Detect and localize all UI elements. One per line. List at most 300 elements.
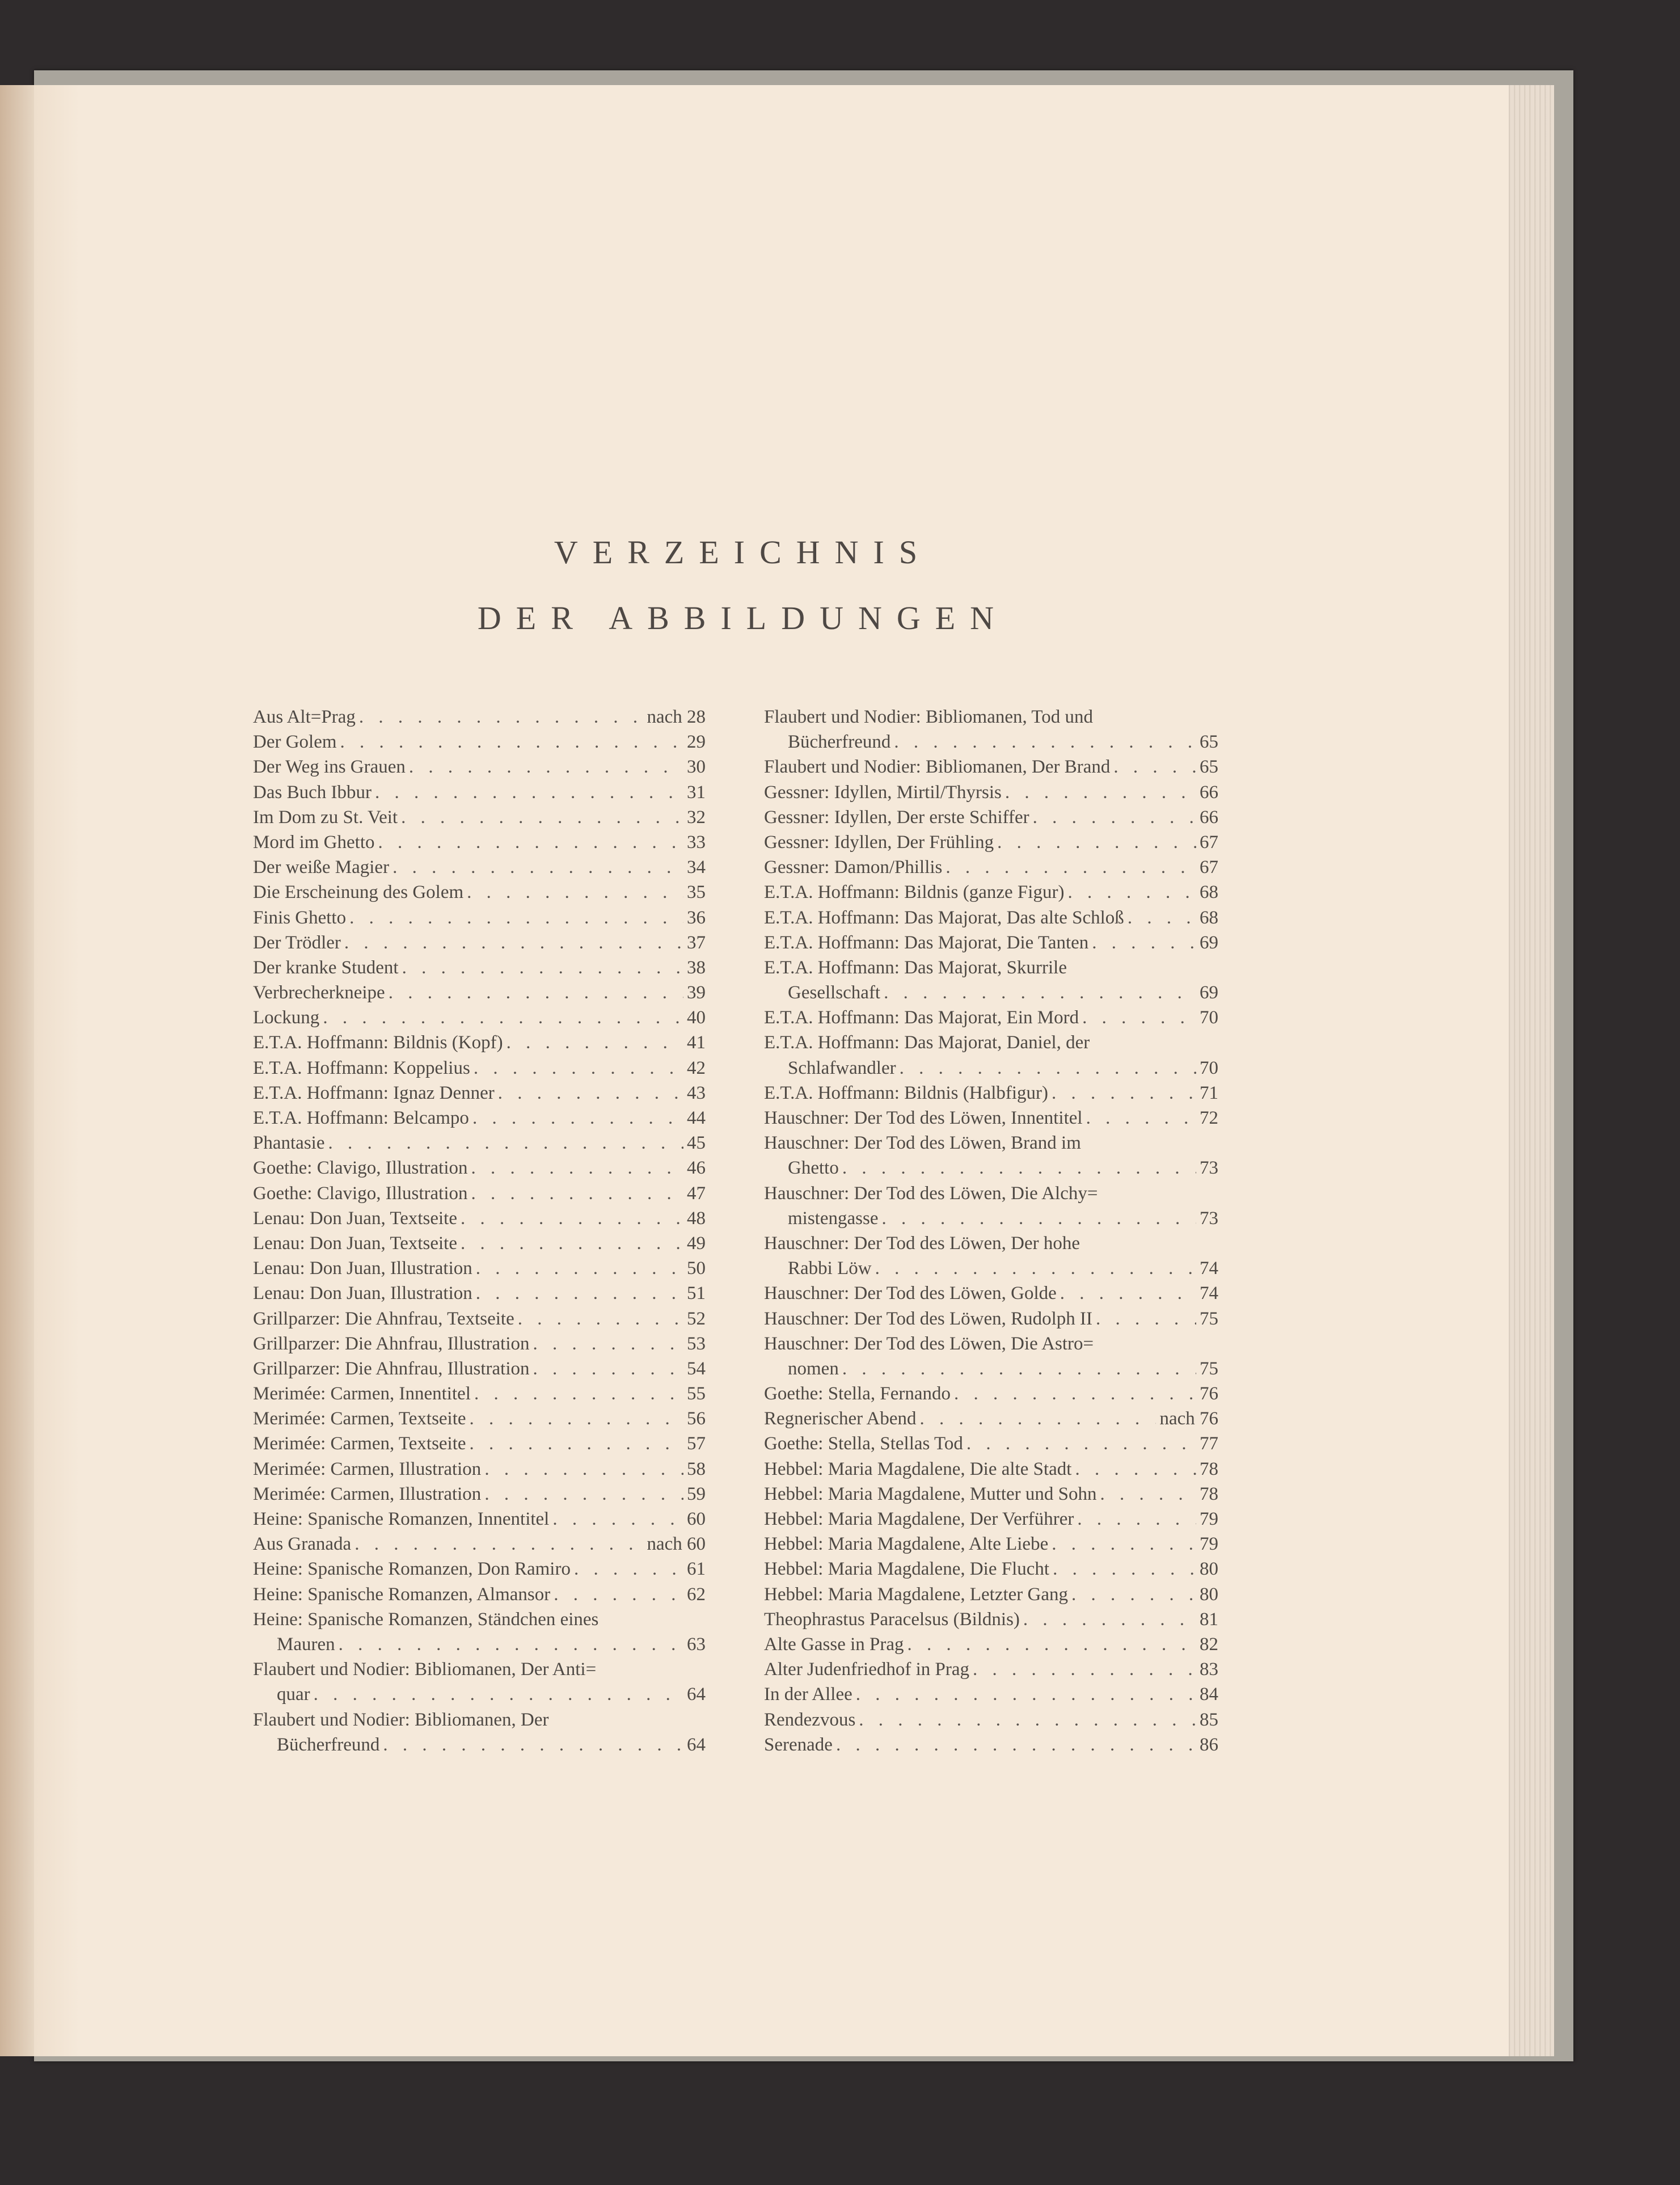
leader-dots	[484, 1482, 683, 1507]
index-entry-continuation: mistengasse	[788, 1208, 879, 1229]
index-entry	[253, 780, 706, 805]
leader-dots	[1113, 754, 1196, 779]
leader-dots	[900, 1056, 1196, 1081]
leader-dots	[401, 805, 683, 830]
index-entry	[764, 1206, 1218, 1231]
leader-dots	[997, 830, 1196, 855]
leader-dots	[409, 754, 683, 779]
leader-dots	[574, 1557, 683, 1581]
index-entry-title: Lockung	[253, 1007, 320, 1028]
page-number: 33	[687, 832, 706, 853]
leader-dots	[1077, 1507, 1196, 1532]
index-entry-continuation: Rabbi Löw	[788, 1258, 872, 1279]
leader-dots	[402, 955, 683, 980]
index-entry-title: Gessner: Idyllen, Der Frühling	[764, 832, 994, 853]
page-number: 52	[687, 1308, 706, 1329]
index-entry-title: Verbrecherkneipe	[253, 982, 385, 1003]
index-entry	[253, 1206, 706, 1231]
index-entry	[764, 805, 1218, 830]
index-entry	[764, 1607, 1218, 1632]
index-entry	[764, 780, 1218, 805]
index-entry	[764, 1306, 1218, 1331]
leader-dots	[340, 729, 683, 754]
index-entry	[253, 1155, 706, 1180]
page-number: 49	[687, 1233, 706, 1254]
index-entry-title: Der weiße Magier	[253, 857, 390, 878]
index-entry	[253, 1482, 706, 1507]
index-entry	[764, 1106, 1218, 1131]
leader-dots	[518, 1306, 683, 1331]
index-entry-title: Grillparzer: Die Ahnfrau, Textseite	[253, 1308, 514, 1329]
index-entry-title: Grillparzer: Die Ahnfrau, Illustration	[253, 1333, 530, 1354]
page-number: 73	[1200, 1208, 1218, 1229]
leader-dots	[954, 1381, 1196, 1406]
index-entry	[253, 1732, 706, 1757]
page-number: 69	[1200, 982, 1218, 1003]
leader-dots	[470, 1431, 683, 1456]
index-entry	[764, 1281, 1218, 1306]
index-entry	[764, 1532, 1218, 1557]
page-number: 72	[1200, 1108, 1218, 1128]
page-number: 48	[687, 1208, 706, 1229]
index-entry-title: Alte Gasse in Prag	[764, 1634, 904, 1655]
leader-dots	[476, 1281, 683, 1306]
index-entry	[764, 980, 1218, 1005]
index-entry-title: Grillparzer: Die Ahnfrau, Illustration	[253, 1358, 530, 1379]
index-entry	[253, 1557, 706, 1581]
index-entry	[764, 1406, 1218, 1431]
page-number: 65	[1200, 757, 1218, 778]
leader-dots	[328, 1131, 683, 1155]
page-number: 80	[1200, 1559, 1218, 1580]
index-entry	[764, 1482, 1218, 1507]
page-number: 64	[687, 1684, 706, 1705]
leader-dots	[1128, 905, 1196, 930]
page-number: 64	[687, 1734, 706, 1755]
leader-dots	[359, 705, 644, 729]
index-entry-title: Merimée: Carmen, Illustration	[253, 1483, 482, 1504]
index-entry	[764, 930, 1218, 955]
index-entry	[253, 1331, 706, 1356]
index-entry	[764, 1657, 1218, 1682]
index-entry-title: Lenau: Don Juan, Textseite	[253, 1233, 457, 1254]
page-number: 31	[687, 782, 706, 803]
index-entry	[764, 1056, 1218, 1081]
index-entry-title: E.T.A. Hoffmann: Das Majorat, Das alte Schloß	[764, 907, 1124, 928]
leader-dots	[323, 1005, 683, 1030]
page-number: 51	[687, 1283, 706, 1304]
index-entry	[764, 1707, 1218, 1732]
page-number: 68	[1200, 907, 1218, 928]
index-entry-title: E.T.A. Hoffmann: Das Majorat, Die Tanten	[764, 932, 1089, 953]
index-entry-title: In der Allee	[764, 1684, 852, 1705]
index-entry-title: E.T.A. Hoffmann: Bildnis (ganze Figur)	[764, 882, 1065, 903]
page-number: 47	[687, 1183, 706, 1204]
leader-dots	[392, 855, 683, 880]
book-page	[0, 85, 1509, 2056]
index-entry-continuation: Schlafwandler	[788, 1057, 896, 1078]
page-number: 44	[687, 1108, 706, 1128]
page-number: 63	[687, 1634, 706, 1655]
index-entry	[764, 1582, 1218, 1607]
page-number: 36	[687, 907, 706, 928]
index-entry-title: Flaubert und Nodier: Bibliomanen, Tod und	[764, 707, 1094, 727]
index-entry-title: Heine: Spanische Romanzen, Ständchen eines	[253, 1609, 599, 1630]
index-entry	[764, 1507, 1218, 1532]
page-number: nach 76	[1159, 1408, 1218, 1429]
leader-dots	[1023, 1607, 1196, 1632]
page-number: 68	[1200, 882, 1218, 903]
page-number: 55	[687, 1383, 706, 1404]
index-entry	[253, 1532, 706, 1557]
page-number: 75	[1200, 1308, 1218, 1329]
index-entry-title: E.T.A. Hoffmann: Bildnis (Kopf)	[253, 1032, 503, 1053]
index-entry-title: E.T.A. Hoffmann: Koppelius	[253, 1057, 470, 1078]
leader-dots	[1092, 930, 1196, 955]
page-number: 79	[1200, 1534, 1218, 1555]
index-entry	[253, 1507, 706, 1532]
leader-dots	[1005, 780, 1196, 805]
index-entry-title: Goethe: Clavigo, Illustration	[253, 1158, 468, 1179]
leader-dots	[471, 1155, 683, 1180]
index-entry	[764, 1457, 1218, 1482]
index-entry-title: Merimée: Carmen, Innentitel	[253, 1383, 471, 1404]
leader-dots	[474, 1381, 683, 1406]
leader-dots	[314, 1682, 683, 1707]
index-entry	[253, 1632, 706, 1657]
leader-dots	[349, 905, 683, 930]
page-number: 50	[687, 1258, 706, 1279]
index-entry-title: E.T.A. Hoffmann: Ignaz Denner	[253, 1082, 495, 1103]
leader-dots	[881, 1206, 1196, 1231]
index-entry-title: Goethe: Clavigo, Illustration	[253, 1183, 468, 1204]
leader-dots	[552, 1507, 683, 1532]
index-entry	[253, 1106, 706, 1131]
index-entry	[253, 1181, 706, 1206]
page-number: 83	[1200, 1659, 1218, 1680]
index-entry	[764, 729, 1218, 754]
leader-dots	[461, 1206, 683, 1231]
index-entry	[764, 1431, 1218, 1456]
index-entry	[764, 1005, 1218, 1030]
index-entry-title: Lenau: Don Juan, Textseite	[253, 1208, 457, 1229]
index-entry-title: Gessner: Idyllen, Mirtil/Thyrsis	[764, 782, 1002, 803]
leader-dots	[842, 1356, 1196, 1381]
page-number: 62	[687, 1584, 706, 1605]
leader-dots	[471, 1181, 683, 1206]
index-entry	[253, 1256, 706, 1281]
index-entry-title: Hebbel: Maria Magdalene, Die Flucht	[764, 1559, 1050, 1580]
page-number: 30	[687, 757, 706, 778]
page-number: 78	[1200, 1458, 1218, 1479]
leader-dots	[973, 1657, 1196, 1682]
index-entry	[764, 1381, 1218, 1406]
index-entry-continuation: nomen	[788, 1358, 839, 1379]
leader-dots	[470, 1406, 683, 1431]
index-entry-continuation: Mauren	[277, 1634, 335, 1655]
index-entry-title: E.T.A. Hoffmann: Das Majorat, Skurrile	[764, 957, 1067, 978]
page-number: 65	[1200, 732, 1218, 753]
index-entry-title: Das Buch Ibbur	[253, 782, 372, 803]
index-entry	[253, 805, 706, 830]
index-entry-continuation: Bücherfreund	[788, 732, 891, 753]
leader-dots	[533, 1356, 683, 1381]
index-entry-title: Aus Alt=Prag	[253, 707, 356, 727]
leader-dots	[378, 830, 683, 855]
page-number: 80	[1200, 1584, 1218, 1605]
page-number: 81	[1200, 1609, 1218, 1630]
index-entry-title: Aus Granada	[253, 1534, 352, 1555]
page-number: 86	[1200, 1734, 1218, 1755]
leader-dots	[966, 1431, 1196, 1456]
index-entry	[764, 855, 1218, 880]
index-entry-title: Flaubert und Nodier: Bibliomanen, Der Anti=	[253, 1659, 597, 1680]
leader-dots	[920, 1406, 1156, 1431]
leader-dots	[354, 1532, 643, 1557]
page-number: 41	[687, 1032, 706, 1053]
index-entry-title: Hebbel: Maria Magdalene, Mutter und Sohn	[764, 1483, 1097, 1504]
leader-dots	[1086, 1106, 1196, 1131]
page-number: 40	[687, 1007, 706, 1028]
index-entry	[253, 1457, 706, 1482]
index-entry	[253, 855, 706, 880]
leader-dots	[389, 980, 683, 1005]
index-entry	[764, 905, 1218, 930]
page-number: 71	[1200, 1082, 1218, 1103]
leader-dots	[1053, 1557, 1196, 1581]
index-entry-title: Hauschner: Der Tod des Löwen, Golde	[764, 1283, 1057, 1304]
index-entry	[764, 1682, 1218, 1707]
page-number: 38	[687, 957, 706, 978]
index-entry	[253, 930, 706, 955]
index-entry	[253, 1356, 706, 1381]
page-number: 53	[687, 1333, 706, 1354]
index-entry-title: Lenau: Don Juan, Illustration	[253, 1258, 472, 1279]
index-entry-title: Regnerischer Abend	[764, 1408, 917, 1429]
page-number: 34	[687, 857, 706, 878]
index-entry-title: Flaubert und Nodier: Bibliomanen, Der Brand	[764, 757, 1111, 778]
leader-dots	[533, 1331, 683, 1356]
page-number: 74	[1200, 1258, 1218, 1279]
leader-dots	[476, 1256, 683, 1281]
index-column-right	[764, 705, 1218, 1757]
leader-dots	[884, 980, 1196, 1005]
index-entry	[253, 705, 706, 729]
index-entry-title: Hauschner: Der Tod des Löwen, Die Alchy=	[764, 1183, 1098, 1204]
index-entry-title: Goethe: Stella, Fernando	[764, 1383, 951, 1404]
index-entry	[253, 1682, 706, 1707]
leader-dots	[383, 1732, 683, 1757]
page-number: nach 28	[647, 707, 706, 727]
page-number: 46	[687, 1158, 706, 1179]
page-number: 77	[1200, 1433, 1218, 1454]
page-title: VERZEICHNIS	[554, 534, 932, 571]
index-entry-title: E.T.A. Hoffmann: Das Majorat, Ein Mord	[764, 1007, 1079, 1028]
previous-page-edge	[0, 85, 34, 2056]
index-entry	[253, 905, 706, 930]
page-subtitle: DER ABBILDUNGEN	[477, 600, 1009, 636]
index-entry	[764, 1256, 1218, 1281]
page-number: 59	[687, 1483, 706, 1504]
index-entry-title: Die Erscheinung des Golem	[253, 882, 464, 903]
leader-dots	[1052, 1081, 1196, 1106]
page-number: 45	[687, 1133, 706, 1154]
index-entry-title: Hebbel: Maria Magdalene, Alte Liebe	[764, 1534, 1049, 1555]
index-entry-title: E.T.A. Hoffmann: Bildnis (Halbfigur)	[764, 1082, 1049, 1103]
index-entry	[253, 1030, 706, 1055]
page-number: 75	[1200, 1358, 1218, 1379]
index-entry-title: Der Weg ins Grauen	[253, 757, 406, 778]
page-number: 67	[1200, 832, 1218, 853]
leader-dots	[1075, 1457, 1196, 1482]
index-entry	[253, 729, 706, 754]
page-number: 85	[1200, 1709, 1218, 1730]
index-entry-title: E.T.A. Hoffmann: Belcampo	[253, 1108, 469, 1128]
index-entry	[764, 1155, 1218, 1180]
page-number: 29	[687, 732, 706, 753]
index-entry-title: Theophrastus Paracelsus (Bildnis)	[764, 1609, 1020, 1630]
leader-dots	[339, 1632, 683, 1657]
page-number: 70	[1200, 1057, 1218, 1078]
index-entry	[253, 955, 706, 980]
page-number: 66	[1200, 782, 1218, 803]
leader-dots	[554, 1582, 683, 1607]
index-entry	[764, 1732, 1218, 1757]
leader-dots	[1067, 880, 1196, 905]
index-entry-continuation: Ghetto	[788, 1158, 839, 1179]
leader-dots	[344, 930, 683, 955]
page-number: 43	[687, 1082, 706, 1103]
index-entry	[253, 1582, 706, 1607]
page-number: nach 60	[647, 1534, 706, 1555]
index-entry-title: Der Trödler	[253, 932, 341, 953]
leader-dots	[461, 1231, 683, 1256]
index-entry-title: Hebbel: Maria Magdalene, Letzter Gang	[764, 1584, 1069, 1605]
index-entry	[764, 1632, 1218, 1657]
leader-dots	[1096, 1306, 1196, 1331]
leader-dots	[1071, 1582, 1196, 1607]
index-entry	[253, 1406, 706, 1431]
index-entry-title: Gessner: Damon/Phillis	[764, 857, 943, 878]
index-entry	[253, 1431, 706, 1456]
leader-dots	[859, 1707, 1196, 1732]
index-entry-title: Mord im Ghetto	[253, 832, 375, 853]
index-entry-title: Phantasie	[253, 1133, 325, 1154]
page-number: 42	[687, 1057, 706, 1078]
index-entry	[253, 880, 706, 905]
leader-dots	[907, 1632, 1196, 1657]
index-entry-title: Lenau: Don Juan, Illustration	[253, 1283, 472, 1304]
page-number: 84	[1200, 1684, 1218, 1705]
index-entry	[764, 1356, 1218, 1381]
page-number: 58	[687, 1458, 706, 1479]
index-entry	[253, 1005, 706, 1030]
page-number: 73	[1200, 1158, 1218, 1179]
leader-dots	[1082, 1005, 1196, 1030]
page-number: 76	[1200, 1383, 1218, 1404]
leader-dots	[836, 1732, 1196, 1757]
leader-dots	[1060, 1281, 1196, 1306]
leader-dots	[1033, 805, 1196, 830]
index-entry-title: E.T.A. Hoffmann: Das Majorat, Daniel, der	[764, 1032, 1090, 1053]
index-entry-title: Hauschner: Der Tod des Löwen, Rudolph II	[764, 1308, 1093, 1329]
index-entry	[764, 1081, 1218, 1106]
index-entry-title: Merimée: Carmen, Illustration	[253, 1458, 482, 1479]
index-entry	[253, 830, 706, 855]
leader-dots	[1052, 1532, 1196, 1557]
index-entry-title: Hebbel: Maria Magdalene, Der Verführer	[764, 1509, 1074, 1529]
index-entry-title: Flaubert und Nodier: Bibliomanen, Der	[253, 1709, 549, 1730]
index-entry	[253, 980, 706, 1005]
index-entry-title: Heine: Spanische Romanzen, Almansor	[253, 1584, 551, 1605]
index-entry-title: Im Dom zu St. Veit	[253, 807, 398, 828]
index-entry-title: Serenade	[764, 1734, 833, 1755]
index-entry	[253, 754, 706, 779]
page-number: 82	[1200, 1634, 1218, 1655]
page-number: 61	[687, 1559, 706, 1580]
page-number: 69	[1200, 932, 1218, 953]
leader-dots	[467, 880, 683, 905]
leader-dots	[945, 855, 1196, 880]
index-entry-title: Hauschner: Der Tod des Löwen, Brand im	[764, 1133, 1081, 1154]
page-number: 39	[687, 982, 706, 1003]
index-entry-title: Gessner: Idyllen, Der erste Schiffer	[764, 807, 1029, 828]
index-entry-title: Rendezvous	[764, 1709, 856, 1730]
page-number: 56	[687, 1408, 706, 1429]
page-number: 60	[687, 1509, 706, 1529]
index-entry	[253, 1281, 706, 1306]
page-number: 66	[1200, 807, 1218, 828]
page-number: 79	[1200, 1509, 1218, 1529]
index-entry-title: Der Golem	[253, 732, 337, 753]
leader-dots	[875, 1256, 1196, 1281]
leader-dots	[498, 1081, 683, 1106]
index-entry-continuation: quar	[277, 1684, 310, 1705]
leader-dots	[856, 1682, 1196, 1707]
index-entry-title: Merimée: Carmen, Textseite	[253, 1433, 466, 1454]
leader-dots	[894, 729, 1196, 754]
page-number: 70	[1200, 1007, 1218, 1028]
index-entry-title: Der kranke Student	[253, 957, 399, 978]
index-entry-continuation: Bücherfreund	[277, 1734, 380, 1755]
page-number: 78	[1200, 1483, 1218, 1504]
index-entry	[764, 754, 1218, 779]
page-number: 54	[687, 1358, 706, 1379]
leader-dots	[375, 780, 683, 805]
index-entry	[253, 1381, 706, 1406]
index-entry-title: Finis Ghetto	[253, 907, 347, 928]
index-entry	[764, 830, 1218, 855]
leader-dots	[842, 1155, 1196, 1180]
page-number: 67	[1200, 857, 1218, 878]
index-entry-continuation: Gesellschaft	[788, 982, 881, 1003]
leader-dots	[1100, 1482, 1196, 1507]
index-entry-title: Hauschner: Der Tod des Löwen, Die Astro=	[764, 1333, 1094, 1354]
index-entry-title: Hebbel: Maria Magdalene, Die alte Stadt	[764, 1458, 1072, 1479]
leader-dots	[472, 1106, 683, 1131]
index-entry	[253, 1231, 706, 1256]
index-entry-title: Alter Judenfriedhof in Prag	[764, 1659, 969, 1680]
leader-dots	[474, 1056, 683, 1081]
index-entry	[253, 1131, 706, 1155]
index-entry	[253, 1056, 706, 1081]
page-number: 74	[1200, 1283, 1218, 1304]
index-entry-title: Hauschner: Der Tod des Löwen, Der hohe	[764, 1233, 1080, 1254]
index-entry-title: Heine: Spanische Romanzen, Innentitel	[253, 1509, 550, 1529]
index-entry-title: Hauschner: Der Tod des Löwen, Innentitel	[764, 1108, 1083, 1128]
page-number: 37	[687, 932, 706, 953]
index-entry-title: Goethe: Stella, Stellas Tod	[764, 1433, 963, 1454]
